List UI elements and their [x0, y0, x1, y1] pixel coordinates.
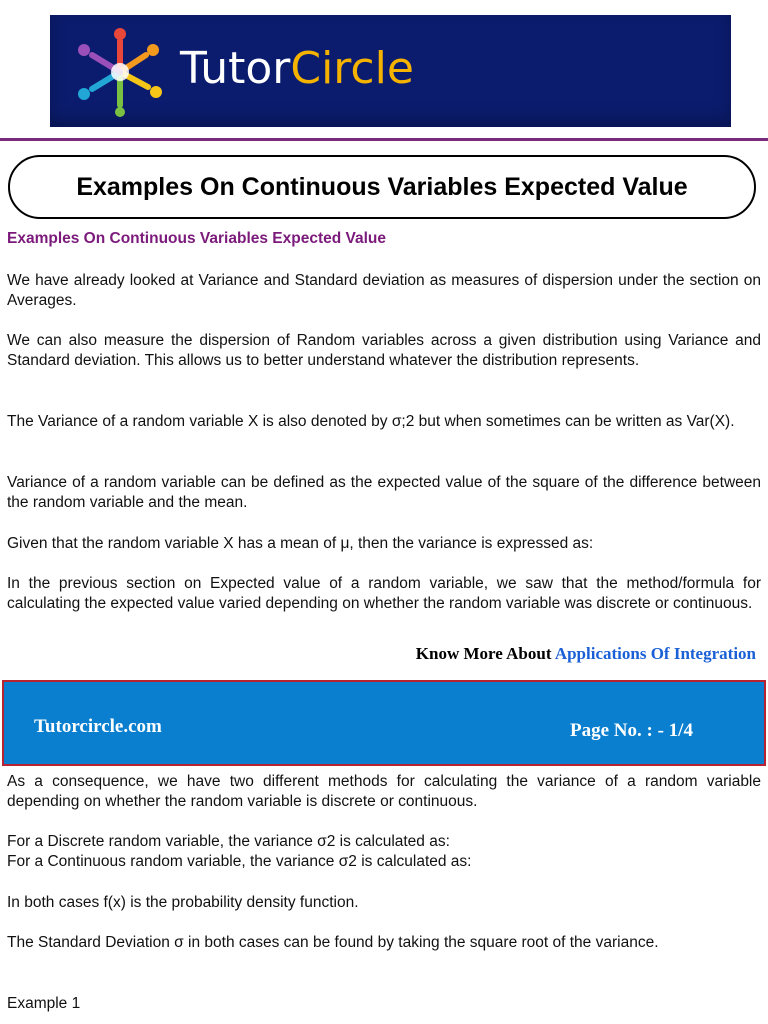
- title-box: [8, 155, 756, 219]
- paragraph: The Standard Deviation σ in both cases can be found by taking the square root of the variance.: [7, 934, 659, 951]
- brand-part2: Circle: [290, 43, 414, 94]
- section-heading: Examples On Continuous Variables Expected Value: [7, 230, 387, 247]
- paragraph: For a Continuous random variable, the variance σ2 is calculated as:: [7, 853, 472, 870]
- paragraph: The Variance of a random variable X is also denoted by σ;2 but when sometimes can be written as Var(X).: [7, 413, 735, 430]
- paragraph: As a consequence, we have two different methods for calculating the variance of a random variable depending on whether the random variable is discrete or continuous.: [7, 773, 761, 810]
- paragraph: Variance of a random variable can be defined as the expected value of the square of the difference between the random variable and the mean.: [7, 474, 761, 511]
- know-more-prefix: Know More About: [415, 644, 555, 663]
- paragraph: In the previous section on Expected value of a random variable, we saw that the method/formula for calculating the expected value varied depending on whether the random variable was discrete or continuous.: [7, 575, 761, 612]
- paragraph: We can also measure the dispersion of Random variables across a given distribution using Variance and Standard deviation. This allows us to better understand whatever the distribution represents.: [7, 332, 761, 369]
- brand-logo-text: [180, 43, 414, 94]
- header-banner: [50, 15, 731, 127]
- page-number: Page No. : - 1/4: [570, 720, 693, 741]
- applications-of-integration-link[interactable]: Applications Of Integration: [554, 644, 756, 663]
- divider: [0, 138, 768, 141]
- paragraph: Given that the random variable X has a mean of μ, then the variance is expressed as:: [7, 535, 594, 552]
- page-title: Examples On Continuous Variables Expected Value: [76, 172, 688, 201]
- paragraph: In both cases f(x) is the probability density function.: [7, 894, 359, 911]
- paragraph: We have already looked at Variance and Standard deviation as measures of dispersion under the section on Averages.: [7, 272, 761, 309]
- people-circle-logo-icon: [72, 27, 168, 117]
- paragraph: For a Discrete random variable, the variance σ2 is calculated as:: [7, 833, 450, 850]
- example-heading: Example 1: [7, 995, 81, 1012]
- brand-part1: Tutor: [180, 43, 291, 94]
- site-name: Tutorcircle.com: [34, 716, 162, 737]
- know-more-line: [416, 644, 756, 664]
- page-footer-band: [2, 680, 766, 766]
